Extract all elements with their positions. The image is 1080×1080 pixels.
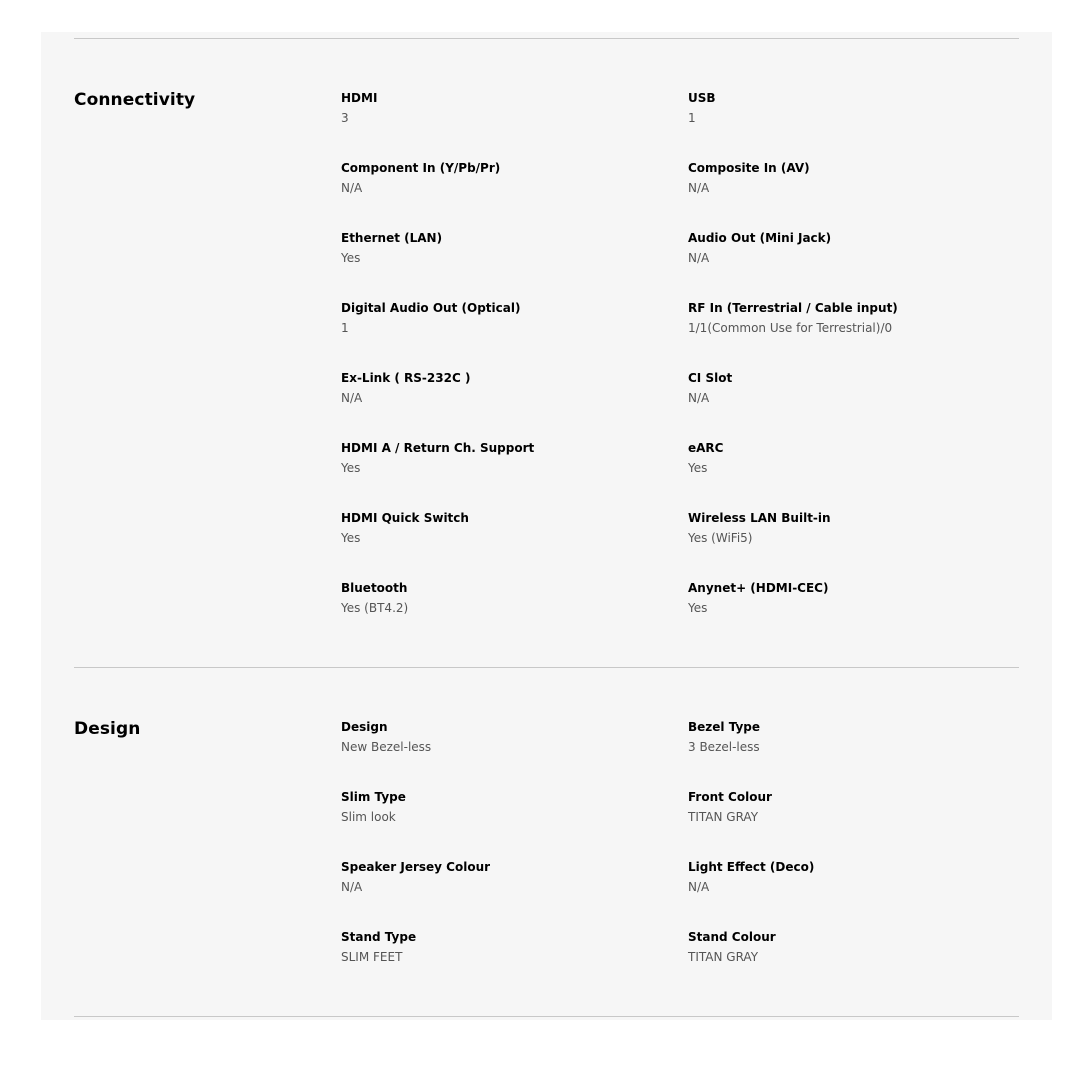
spec-value: 3 Bezel-less bbox=[688, 740, 760, 754]
spec-value: Yes bbox=[688, 601, 708, 615]
spec-label: Ethernet (LAN) bbox=[341, 231, 443, 245]
spec-ex-link bbox=[341, 370, 661, 406]
spec-stand-colour bbox=[688, 929, 1008, 965]
spec-label: Slim Type bbox=[341, 790, 406, 804]
spec-value: 1 bbox=[341, 321, 349, 335]
spec-component-in bbox=[341, 160, 661, 196]
spec-usb bbox=[688, 90, 1008, 126]
spec-anynet bbox=[688, 580, 1008, 616]
spec-slim-type bbox=[341, 789, 661, 825]
spec-label: Composite In (AV) bbox=[688, 161, 810, 175]
spec-label: Front Colour bbox=[688, 790, 772, 804]
spec-label: HDMI Quick Switch bbox=[341, 511, 469, 525]
section-title-connectivity: Connectivity bbox=[74, 90, 196, 110]
spec-value: N/A bbox=[341, 181, 363, 195]
spec-value: Yes bbox=[341, 531, 361, 545]
spec-digital-audio-out bbox=[341, 300, 661, 336]
spec-value: N/A bbox=[688, 181, 710, 195]
section-divider bbox=[74, 667, 1019, 668]
spec-wireless-lan bbox=[688, 510, 1008, 546]
spec-value: Yes bbox=[341, 251, 361, 265]
spec-label: Audio Out (Mini Jack) bbox=[688, 231, 832, 245]
spec-label: Light Effect (Deco) bbox=[688, 860, 815, 874]
spec-value: Yes bbox=[688, 461, 708, 475]
spec-label: Bluetooth bbox=[341, 581, 408, 595]
spec-value: N/A bbox=[688, 880, 710, 894]
section-divider bbox=[74, 1016, 1019, 1017]
spec-hdmi-quick-switch bbox=[341, 510, 661, 546]
spec-label: eARC bbox=[688, 441, 724, 455]
spec-value: New Bezel-less bbox=[341, 740, 432, 754]
spec-hdmi bbox=[341, 90, 661, 126]
spec-label: Anynet+ (HDMI-CEC) bbox=[688, 581, 829, 595]
spec-value: N/A bbox=[341, 391, 363, 405]
section-divider bbox=[74, 38, 1019, 39]
spec-rf-in bbox=[688, 300, 1008, 336]
spec-value: Yes (BT4.2) bbox=[341, 601, 409, 615]
spec-design bbox=[341, 719, 661, 755]
spec-label: Stand Type bbox=[341, 930, 417, 944]
spec-speaker-jersey-colour bbox=[341, 859, 661, 895]
spec-hdmi-arc bbox=[341, 440, 661, 476]
spec-value: Slim look bbox=[341, 810, 396, 824]
spec-label: Wireless LAN Built-in bbox=[688, 511, 831, 525]
spec-composite-in bbox=[688, 160, 1008, 196]
spec-label: Digital Audio Out (Optical) bbox=[341, 301, 521, 315]
section-title-design: Design bbox=[74, 719, 141, 739]
spec-value: N/A bbox=[688, 251, 710, 265]
spec-audio-out bbox=[688, 230, 1008, 266]
spec-stand-type bbox=[341, 929, 661, 965]
spec-label: Ex-Link ( RS-232C ) bbox=[341, 371, 471, 385]
spec-label: RF In (Terrestrial / Cable input) bbox=[688, 301, 898, 315]
spec-label: Component In (Y/Pb/Pr) bbox=[341, 161, 501, 175]
spec-value: 1 bbox=[688, 111, 696, 125]
spec-label: Stand Colour bbox=[688, 930, 776, 944]
spec-value: Yes (WiFi5) bbox=[688, 531, 753, 545]
spec-label: Speaker Jersey Colour bbox=[341, 860, 491, 874]
spec-ci-slot bbox=[688, 370, 1008, 406]
spec-value: N/A bbox=[688, 391, 710, 405]
spec-label: HDMI bbox=[341, 91, 378, 105]
spec-value: N/A bbox=[341, 880, 363, 894]
spec-earc bbox=[688, 440, 1008, 476]
spec-label: CI Slot bbox=[688, 371, 733, 385]
spec-light-effect bbox=[688, 859, 1008, 895]
spec-value: SLIM FEET bbox=[341, 950, 403, 964]
spec-value: 3 bbox=[341, 111, 349, 125]
spec-value: TITAN GRAY bbox=[688, 950, 759, 964]
spec-label: Bezel Type bbox=[688, 720, 761, 734]
spec-value: Yes bbox=[341, 461, 361, 475]
spec-bezel-type bbox=[688, 719, 1008, 755]
spec-label: HDMI A / Return Ch. Support bbox=[341, 441, 535, 455]
spec-label: Design bbox=[341, 720, 388, 734]
spec-value: TITAN GRAY bbox=[688, 810, 759, 824]
spec-value: 1/1(Common Use for Terrestrial)/0 bbox=[688, 321, 893, 335]
spec-ethernet bbox=[341, 230, 661, 266]
spec-bluetooth bbox=[341, 580, 661, 616]
spec-front-colour bbox=[688, 789, 1008, 825]
spec-label: USB bbox=[688, 91, 716, 105]
